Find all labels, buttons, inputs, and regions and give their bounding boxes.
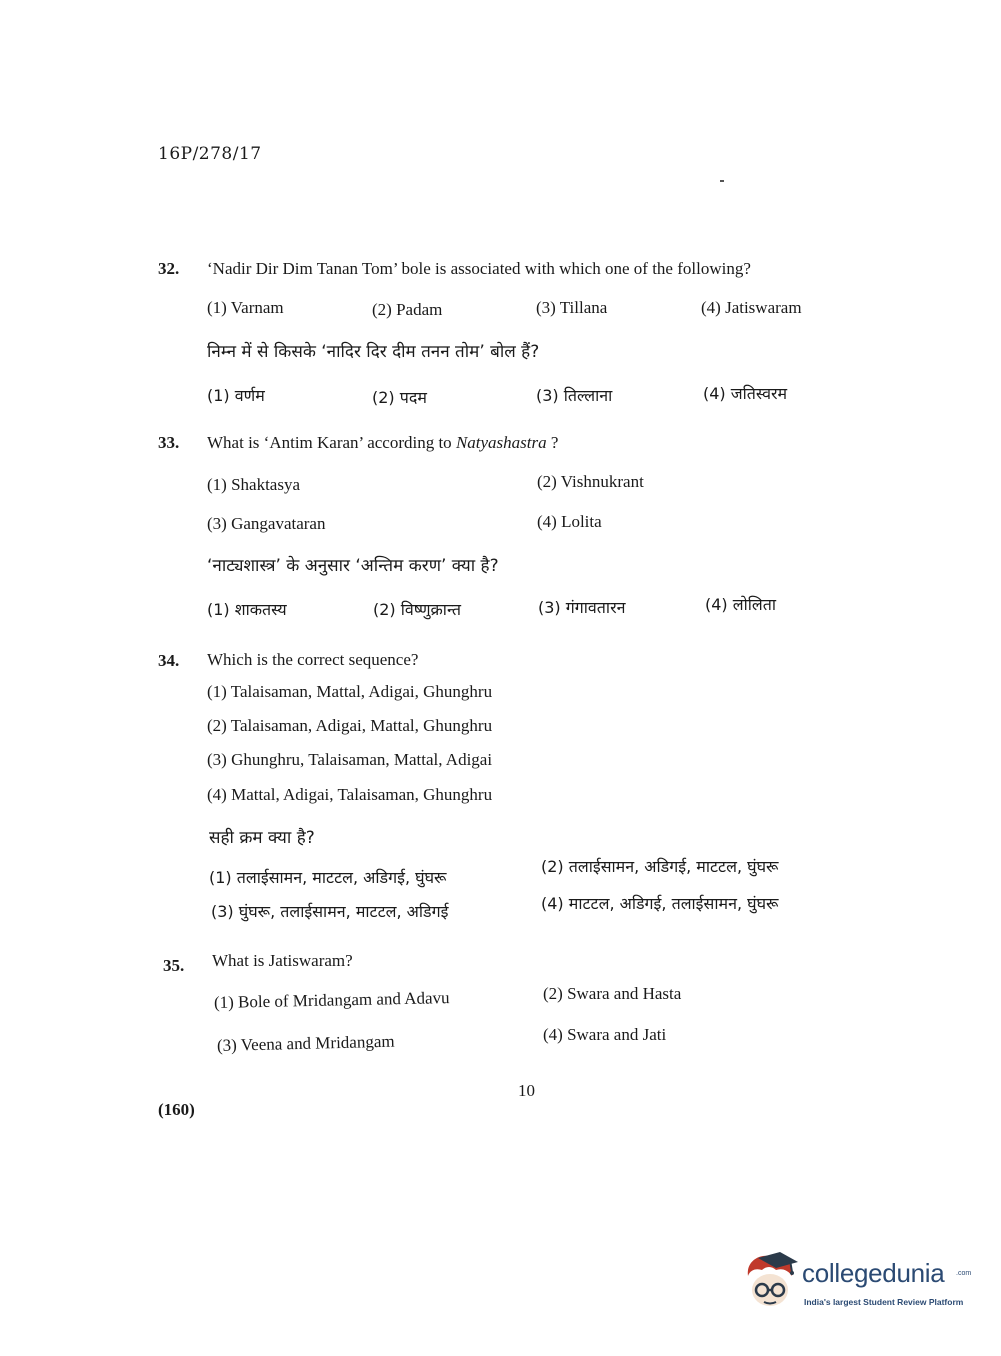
q34-hindi-option-2: (2) तलाईसामन, अडिगई, माटटल, घुंघरू [541, 857, 779, 876]
question-34-text: Which is the correct sequence? [207, 650, 419, 669]
question-32-number: 32. [158, 259, 180, 278]
brand-name: collegedunia [802, 1258, 945, 1288]
q32-hindi-option-3: (3) तिल्लाना [536, 386, 613, 405]
question-33-text [207, 433, 558, 453]
q33-hindi-option-2: (2) विष्णुक्रान्त [373, 600, 461, 619]
brand-tagline: India's largest Student Review Platform [804, 1297, 964, 1307]
q32-hindi-option-2: (2) पदम [372, 388, 427, 407]
paper-code: 16P/278/17 [158, 144, 262, 164]
q33-hindi-option-4: (4) लोलिता [705, 595, 776, 614]
q34-option-4: (4) Mattal, Adigai, Talaisaman, Ghunghru [207, 785, 493, 804]
q32-option-3: (3) Tillana [536, 298, 608, 317]
q33-hindi-option-3: (3) गंगावतारन [538, 598, 626, 617]
brand-domain: .com [956, 1270, 972, 1277]
question-34-hindi: सही क्रम क्या है? [209, 828, 315, 848]
q32-option-4: (4) Jatiswaram [701, 298, 802, 317]
question-35-number: 35. [163, 956, 185, 975]
q32-option-2: (2) Padam [372, 300, 443, 319]
q34-option-3: (3) Ghunghru, Talaisaman, Mattal, Adigai [207, 750, 493, 769]
question-33-hindi: ‘नाट्यशास्त्र’ के अनुसार ‘अन्तिम करण’ क्या है? [207, 556, 499, 576]
question-33-text-b: ? [546, 433, 559, 452]
q33-option-3: (3) Gangavataran [207, 514, 326, 533]
page-number: 10 [518, 1081, 535, 1100]
question-33-text-a: What is ‘Antim Karan’ according to [207, 433, 456, 452]
question-32-text: ‘Nadir Dir Dim Tanan Tom’ bole is associated with which one of the following? [207, 259, 751, 278]
q34-option-2: (2) Talaisaman, Adigai, Mattal, Ghunghru [207, 716, 493, 735]
question-34-number: 34. [158, 651, 180, 670]
q33-option-2: (2) Vishnukrant [537, 472, 644, 491]
question-35-text: What is Jatiswaram? [212, 951, 353, 970]
natyashastra-title: Natyashastra [455, 433, 547, 452]
q33-option-1: (1) Shaktasya [207, 475, 301, 494]
q35-option-4: (4) Swara and Jati [543, 1025, 667, 1044]
q32-hindi-option-4: (4) जतिस्वरम [703, 384, 788, 403]
q35-option-2: (2) Swara and Hasta [543, 984, 682, 1003]
question-33-number: 33. [158, 433, 180, 452]
booklet-code: (160) [158, 1100, 195, 1119]
q32-option-1: (1) Varnam [207, 298, 284, 317]
mascot-icon [742, 1250, 800, 1314]
q33-hindi-option-1: (1) शाकतस्य [207, 600, 287, 619]
stray-mark [720, 180, 724, 182]
q34-hindi-option-4: (4) माटटल, अडिगई, तलाईसामन, घुंघरू [541, 894, 779, 913]
q35-option-3: (3) Veena and Mridangam [216, 1031, 395, 1055]
q32-hindi-option-1: (1) वर्णम [207, 386, 265, 405]
q34-hindi-option-1: (1) तलाईसामन, माटटल, अडिगई, घुंघरू [209, 868, 447, 887]
q34-hindi-option-3: (3) घुंघरू, तलाईसामन, माटटल, अडिगई [211, 902, 449, 921]
collegedunia-logo [742, 1250, 972, 1314]
q34-option-1: (1) Talaisaman, Mattal, Adigai, Ghunghru [207, 682, 493, 701]
q33-option-4: (4) Lolita [537, 512, 602, 531]
q35-option-1: (1) Bole of Mridangam and Adavu [213, 988, 450, 1012]
question-32-hindi: निम्न में से किसके ‘नादिर दिर दीम तनन तोम’ बोल हैं? [207, 342, 540, 362]
